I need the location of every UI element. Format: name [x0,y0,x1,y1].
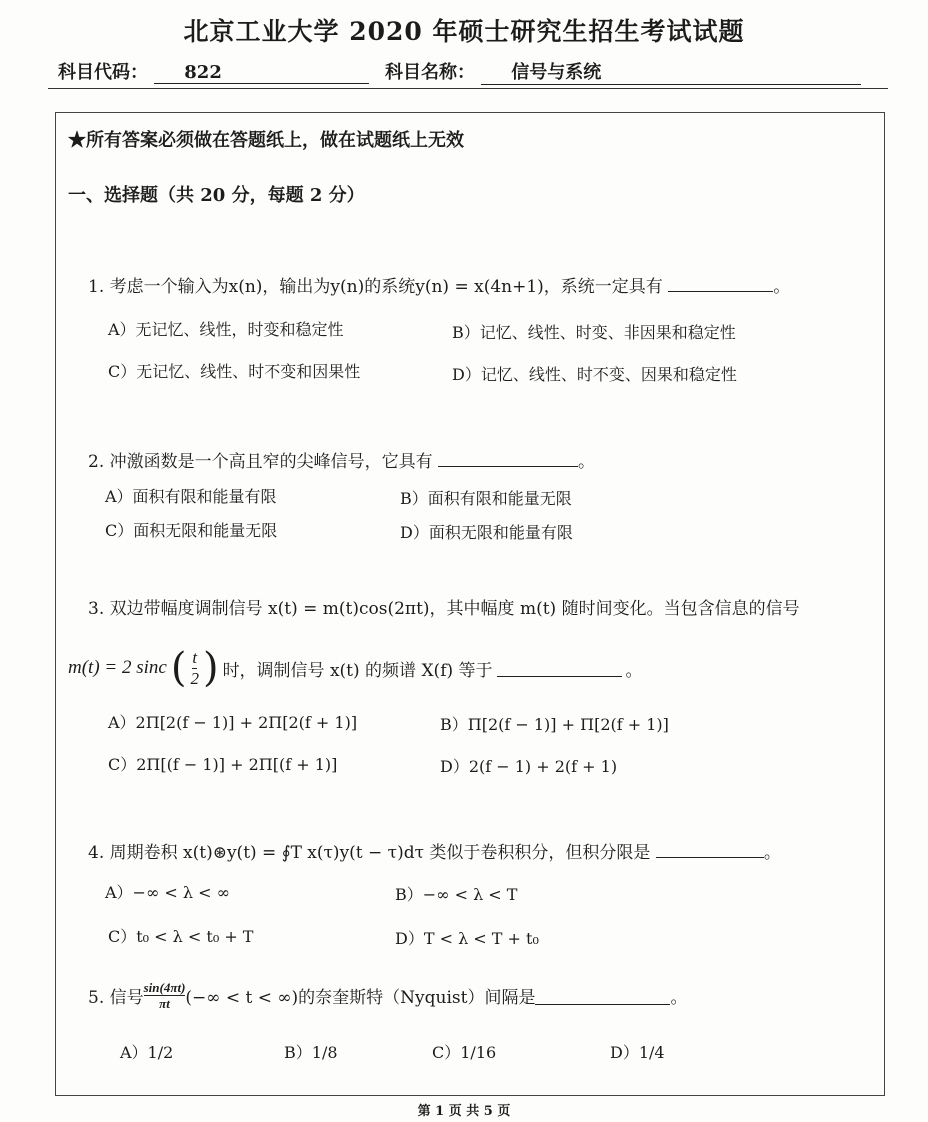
subject-name-value: 信号与系统 [481,58,861,85]
question-1-text: 1. 考虑一个输入为x(n)，输出为y(n)的系统y(n) = x(4n+1)，系统一定具有 [88,277,663,297]
subject-name-row [385,58,861,85]
option-d: D）T < λ < T + t₀ [395,929,539,948]
question-2 [88,447,595,472]
question-2-text: 2. 冲激函数是一个高且窄的尖峰信号，它具有 [88,452,433,472]
option-d: D）面积无限和能量有限 [400,523,573,542]
fraction-denominator: πt [159,996,170,1011]
option-c: C）2Π[(f − 1)] + 2Π[(f + 1)] [108,755,338,774]
option-a: A）−∞ < λ < ∞ [105,883,230,902]
subject-code-row [58,58,369,84]
fraction [144,980,186,1011]
option-b: B）Π[2(f − 1)] + Π[2(f + 1)] [440,715,669,734]
answer-blank [668,274,773,292]
subject-name-label: 科目名称： [385,62,475,83]
period: 。 [625,660,643,681]
option-a: A）无记忆、线性，时变和稳定性 [108,320,344,339]
option-c: C）无记忆、线性、时不变和因果性 [108,362,361,381]
question-5-text-pre: 5. 信号 [88,988,144,1008]
period: 。 [670,988,688,1008]
option-d: D）2(f − 1) + 2(f + 1) [440,757,618,776]
option-b: B）−∞ < λ < T [395,885,518,904]
answer-blank [535,987,670,1005]
subject-code-label: 科目代码： [58,62,148,83]
subject-code-value: 822 [154,62,369,84]
notice: ★所有答案必须做在答题纸上，做在试题纸上无效 [68,130,464,151]
question-4-text: 4. 周期卷积 x(t)⊛y(t) = ∮T x(τ)y(t − τ)dτ 类似于卷积积分，但积分限是 [88,843,651,863]
option-d: D）1/4 [610,1043,665,1062]
question-4 [88,838,781,863]
question-3-line2-text: 时，调制信号 x(t) 的频谱 X(f) 等于 [222,660,493,681]
answer-blank [656,840,764,858]
option-b: B）1/8 [284,1043,338,1062]
option-c: C）t₀ < λ < t₀ + T [108,927,254,946]
question-5-text-post: (−∞ < t < ∞)的奈奎斯特（Nyquist）间隔是 [185,988,536,1008]
exam-title: 北京工业大学 2020 年硕士研究生招生考试试题 [183,17,745,46]
option-a: A）1/2 [120,1043,174,1062]
fraction [190,648,199,689]
answer-blank [497,659,622,677]
question-3-text: 3. 双边带幅度调制信号 x(t) = m(t)cos(2πt)，其中幅度 m(t) 随时间变化。当包含信息的信号 [88,599,800,619]
question-3-line2: m(t) = 2 sinc ( $\frac{t}{2}$ ) 时，调制信号 x(t) 的频谱 X(f) 等于 。 [68,645,643,691]
period: 。 [578,452,596,472]
option-b: B）记忆、线性、时变、非因果和稳定性 [452,323,736,342]
mt-expression: m(t) = 2 sinc [68,657,167,678]
period: 。 [773,277,791,297]
option-b: B）面积有限和能量无限 [400,489,572,508]
question-1 [88,272,790,297]
page-footer: 第 1 页 共 5 页 [417,1104,511,1119]
fraction-numerator: t [192,647,198,667]
question-5 [88,980,687,1011]
section-heading: 一、选择题（共 20 分，每题 2 分） [68,185,365,206]
answer-blank [438,449,578,467]
fraction-denominator: 2 [190,668,199,688]
option-d: D）记忆、线性、时不变、因果和稳定性 [452,365,737,384]
option-c: C）1/16 [432,1043,497,1062]
option-a: A）2Π[2(f − 1)] + 2Π[2(f + 1)] [108,713,358,732]
period: 。 [763,843,781,863]
option-a: A）面积有限和能量有限 [105,487,277,506]
header-divider [48,88,888,89]
option-c: C）面积无限和能量无限 [105,521,278,540]
fraction-numerator: sin(4πt) [143,980,186,995]
